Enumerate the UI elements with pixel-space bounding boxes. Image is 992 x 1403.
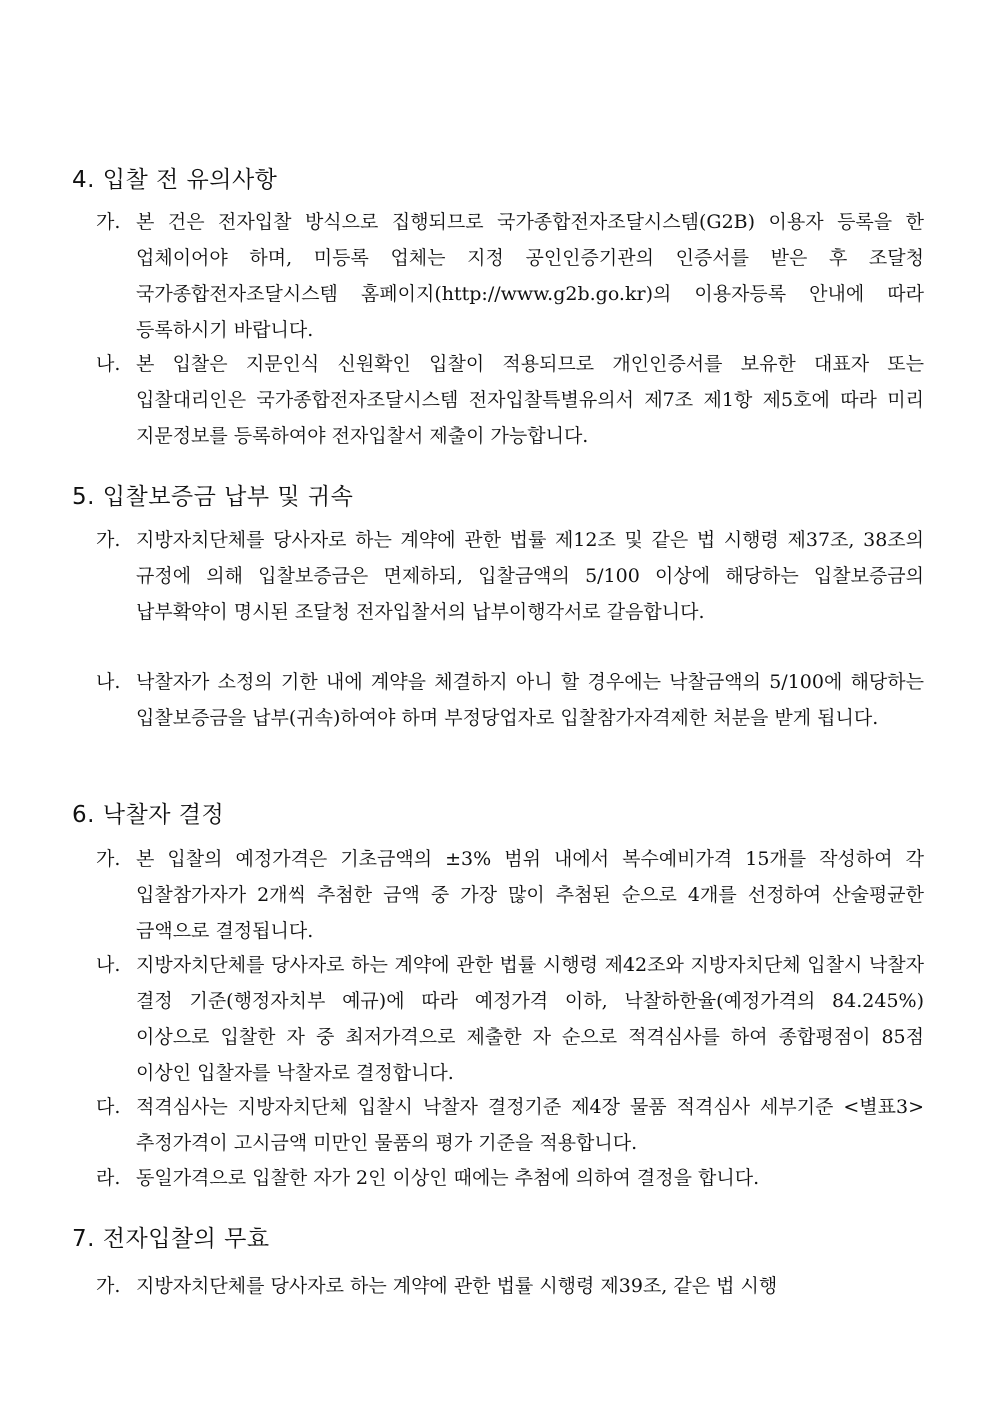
item-text: 지방자치단체를 당사자로 하는 계약에 관한 법률 시행령 제42조와 지방자치단체 입찰시 낙찰자 결정 기준(행정자치부 예규)에 따라 예정가격 이하, 낙찰하한율(예정가격의 84.245%) 이상으로 입찰한 자 중 최저가격으로 제출한 자 순으로 적격심사를 하여 종합평점이 85점 이상인 입찰자를 낙찰자로 결정합니다.: [136, 954, 924, 1084]
item-text: 지방자치단체를 당사자로 하는 계약에 관한 법률 제12조 및 같은 법 시행령 제37조, 38조의 규정에 의해 입찰보증금은 면제하되, 입찰금액의 5/100 이상에 해당하는 입찰보증금의 납부확약이 명시된 조달청 전자입찰서의 납부이행각서로 갈음합니다.: [136, 529, 924, 623]
item-marker: 가.: [96, 1275, 121, 1297]
item-marker: 나.: [96, 671, 121, 693]
list-item: [96, 1160, 924, 1196]
list-item: [96, 947, 924, 1091]
item-marker: 가.: [96, 529, 121, 551]
list-item: [96, 522, 924, 630]
item-text: 본 입찰의 예정가격은 기초금액의 ±3% 범위 내에서 복수예비가격 15개를 작성하여 각 입찰참가자가 2개씩 추첨한 금액 중 가장 많이 추첨된 순으로 4개를 선정하여 산술평균한 금액으로 결정됩니다.: [136, 848, 924, 942]
item-marker: 다.: [96, 1096, 121, 1118]
list-item: [96, 1268, 924, 1304]
section-heading-7: 7. 전자입찰의 무효: [72, 1226, 270, 1252]
item-marker: 나.: [96, 954, 121, 976]
list-item: [96, 204, 924, 348]
section-heading-4: 4. 입찰 전 유의사항: [72, 167, 278, 193]
item-text: 동일가격으로 입찰한 자가 2인 이상인 때에는 추첨에 의하여 결정을 합니다.: [136, 1167, 760, 1189]
item-text: 낙찰자가 소정의 기한 내에 계약을 체결하지 아니 할 경우에는 낙찰금액의 5/100에 해당하는 입찰보증금을 납부(귀속)하여야 하며 부정당업자로 입찰참가자격제한 처분을 받게 됩니다.: [136, 671, 924, 729]
list-item: [96, 841, 924, 949]
list-item: [96, 1089, 924, 1161]
item-text: 지방자치단체를 당사자로 하는 계약에 관한 법률 시행령 제39조, 같은 법 시행: [136, 1275, 778, 1297]
item-marker: 가.: [96, 848, 121, 870]
list-item: [96, 664, 924, 736]
section-heading-6: 6. 낙찰자 결정: [72, 802, 225, 828]
item-text: 적격심사는 지방자치단체 입찰시 낙찰자 결정기준 제4장 물품 적격심사 세부기준 <별표3> 추정가격이 고시금액 미만인 물품의 평가 기준을 적용합니다.: [136, 1096, 924, 1154]
list-item: [96, 346, 924, 454]
section-heading-5: 5. 입찰보증금 납부 및 귀속: [72, 484, 354, 510]
item-text: 본 건은 전자입찰 방식으로 집행되므로 국가종합전자조달시스템(G2B) 이용자 등록을 한 업체이어야 하며, 미등록 업체는 지정 공인인증기관의 인증서를 받은 후 조달청 국가종합전자조달시스템 홈페이지(http://www.g2b.go.kr)의 이용자등록 안내에 따라 등록하시기 바랍니다.: [136, 211, 924, 341]
item-marker: 나.: [96, 353, 121, 375]
item-marker: 라.: [96, 1167, 121, 1189]
item-marker: 가.: [96, 211, 121, 233]
item-text: 본 입찰은 지문인식 신원확인 입찰이 적용되므로 개인인증서를 보유한 대표자 또는 입찰대리인은 국가종합전자조달시스템 전자입찰특별유의서 제7조 제1항 제5호에 따라 미리 지문정보를 등록하여야 전자입찰서 제출이 가능합니다.: [136, 353, 924, 447]
